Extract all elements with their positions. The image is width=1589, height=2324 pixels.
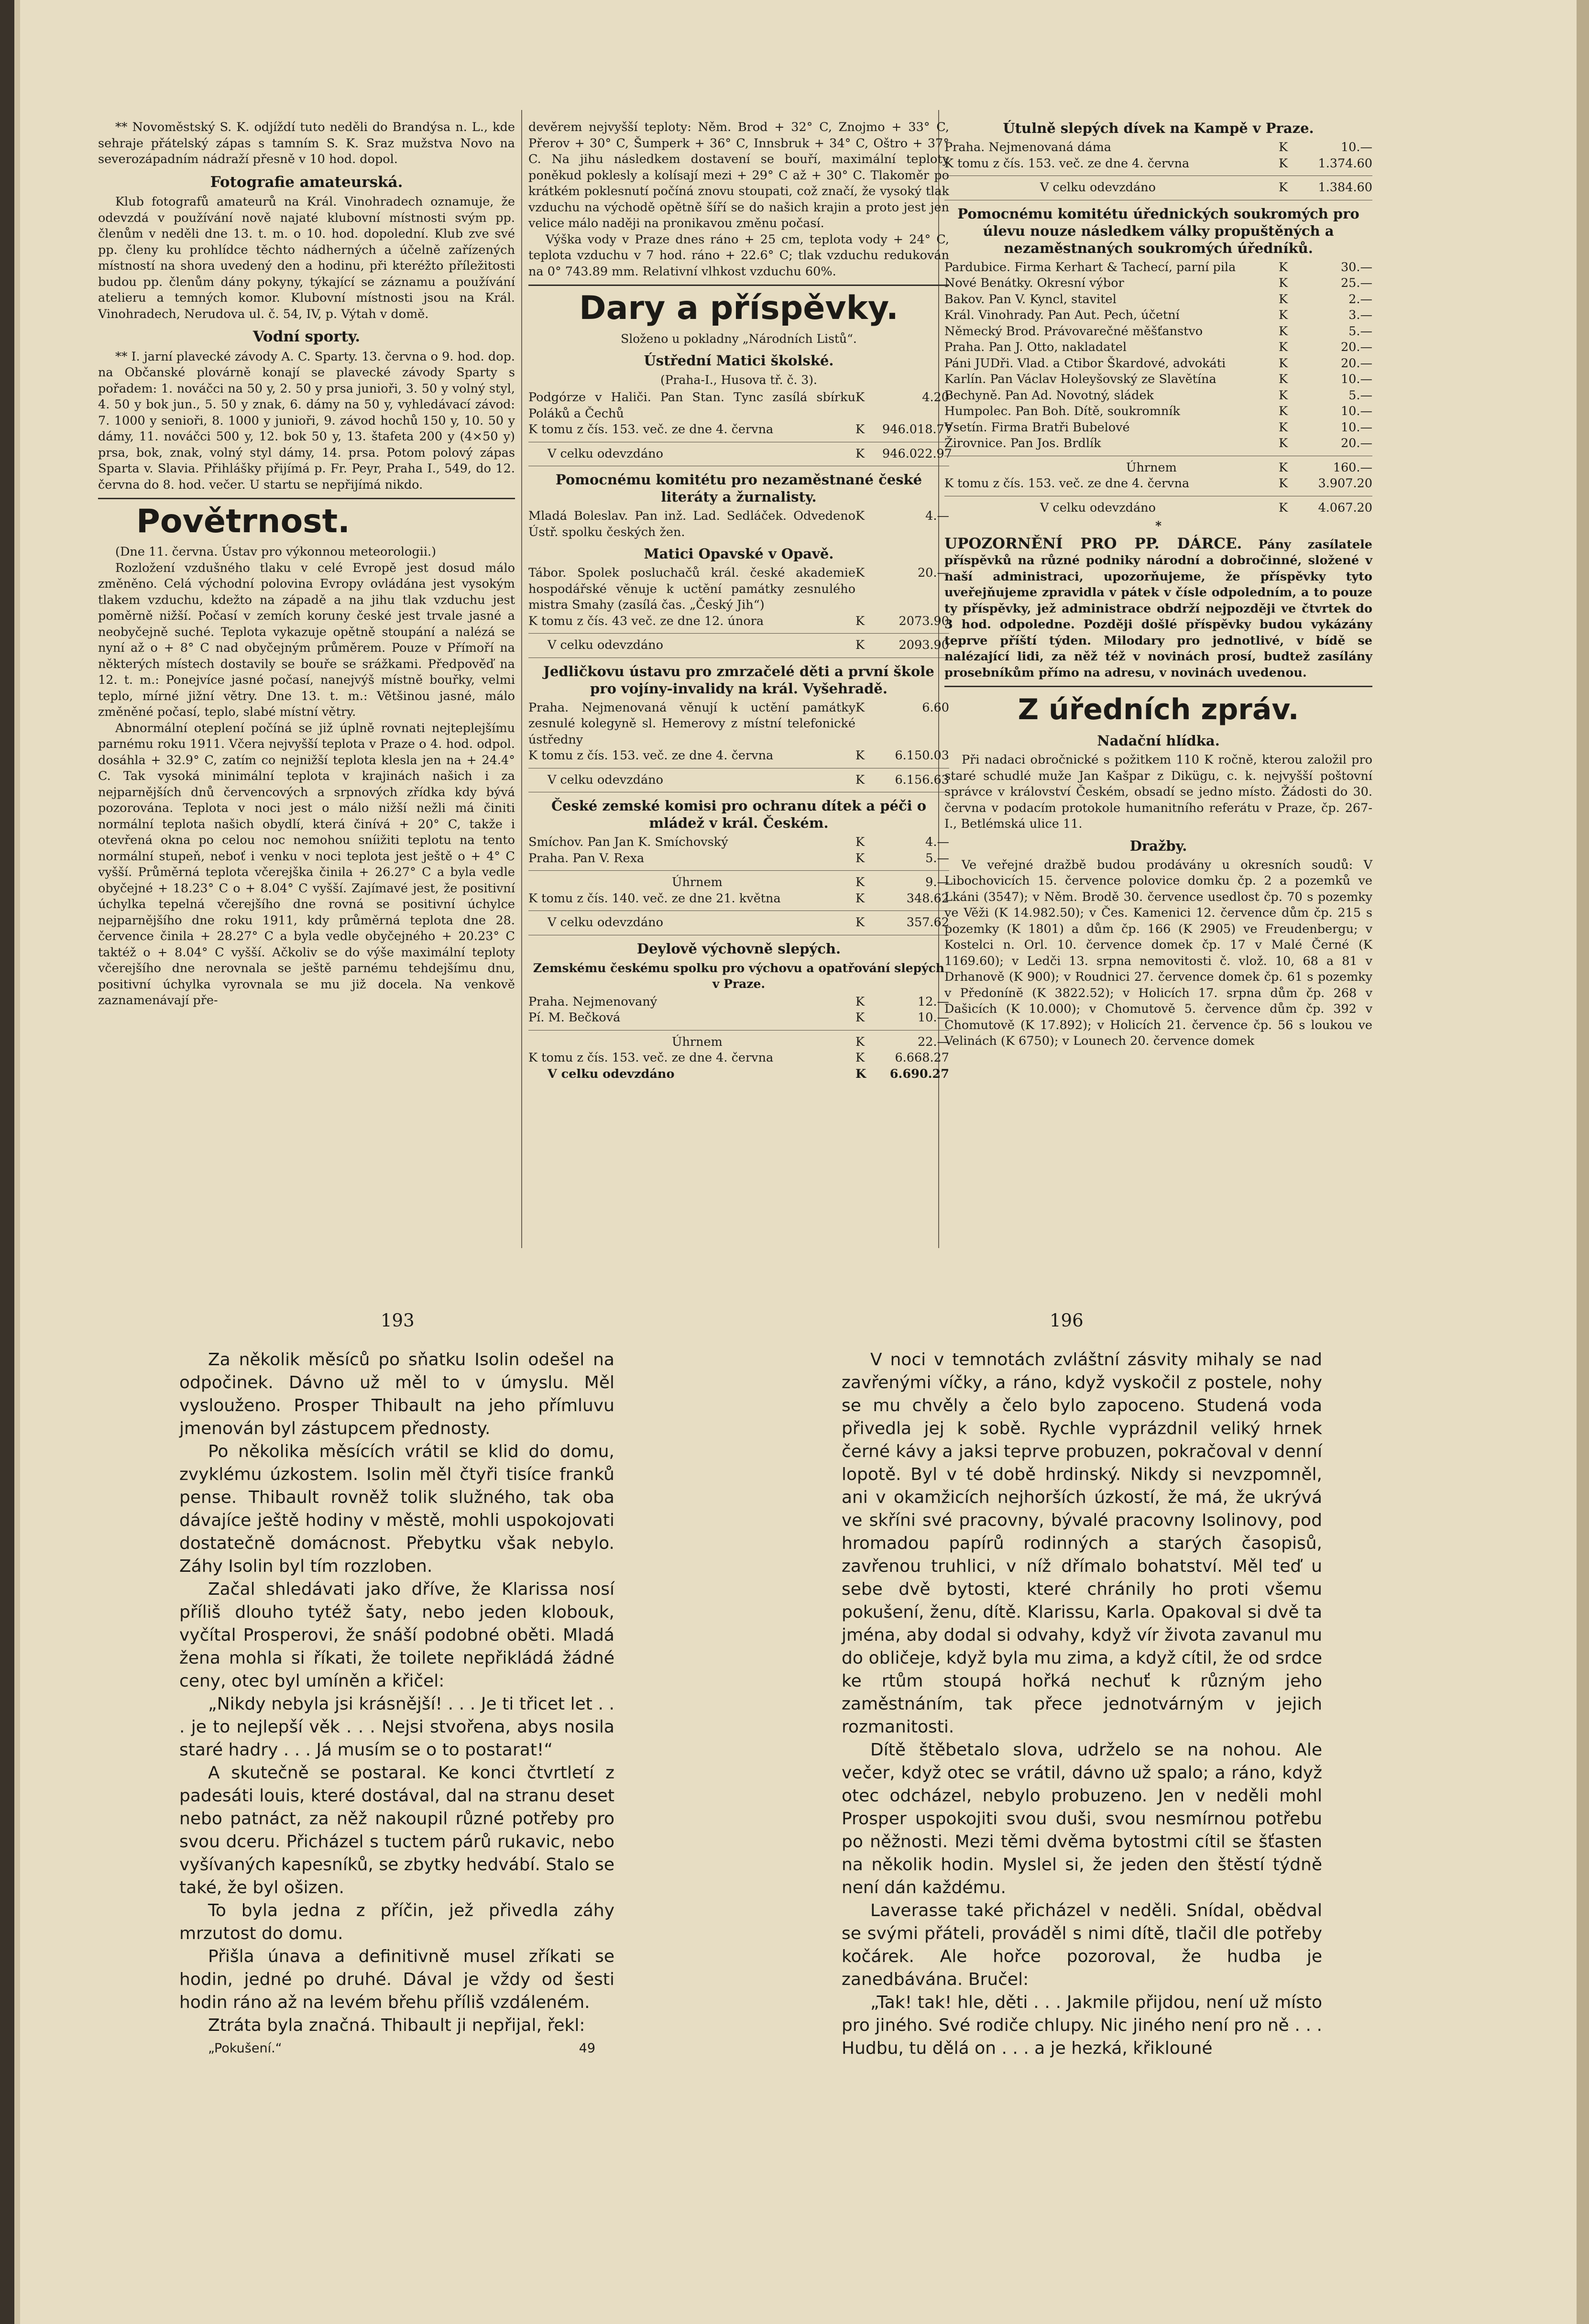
donation-row: K tomu z čís. 153. več. ze dne 4. června K 6.668.27 [528,1051,949,1065]
photo-club-text: Klub fotografů amateurů na Král. Vinohradech oznamuje, že odevzdá v používání nově najaté klubovní místnosti svým pp. členům v neděli dne 13. t. m. o 10. hod. dopolední. Klub zve své pp. členy ku prohlídce těchto nádherných a účelně zařízených místností na shora uvedený den a hodinu, při kteréžto příležitosti budou pp. členům dány pokyny, týkající se záznamu a používání atelieru a temných komor. Klubovní místnosti jsou na Král. Vinohradech, Nerudova ul. č. 54, IV, p. Výtah v domě. [98,195,515,321]
donation-subtotal-row: Úhrnem K 9.— [672,875,949,889]
donation-row: Mladá Boleslav. Pan inž. Lad. Sedláček. Odvedeno Ústř. spolku českých žen. K 4.— [528,509,949,539]
novel-paragraph: Ztráta byla značná. Thibault ji nepřijal, řekl: [208,2016,585,2035]
donation-subtotal-row: Úhrnem K 22.— [672,1034,949,1049]
donation-row: K tomu z čís. 153. več. ze dne 4. června K 3.907.20 [944,476,1372,491]
donation-value: 5.— [1348,324,1372,339]
weather-text-2: Abnormální oteplení počíná se již úplně rovnati nejteplejšímu parnému roku 1911. Včera nejvyšší teplota v Praze o 4. hod. odpol. dosáhla + 32.9° C, zatím co nejnižší teplota klesla jen na + 24.4° C. Tak vysoká minimální teplota v krajinách našich i za nejparnějších dnů červencových a srpnových zřídka kdy bývá pozorována. Teplota v noci jest o málo nižší nežli má činiti normální teplota našich obydlí, která činívá + 20° C, takže i otevřená okna po celou noc nemohou sníižiti teplotu na tento normální stupeň, neboť i venku v noci teplota jest ještě o + 4° C vyšší. Průměrná teplota včerejška činila + 26.27° C a byla vedle obyčejné + 18.23° C o + 8.04° C vyšší. Zajímavé jest, že positivní úchylka tepelná včerejšího dne rovná se positivní úchylce nejparnějšího dne roku 1911, kdy průměrná teplota dne 28. července činila + 28.27° C a byla vedle obyčejného + 20.23° C taktéž o + 8.04° C vyšší. Ačkoliv se do výše maximální teploty včerejšího dne nerovnala se ještě parnému tehdejšímu dnu, positivní úchylka vyrovnala se mu již docela. Na venkově zaznamenávají pře- [98,721,515,1008]
donation-value: 4.20 [922,390,949,405]
uredni-komitet-heading: Pomocnému komitétu úřednických soukromých pro úlevu nouze následkem války propuštěných a nezaměstnaných soukromých úředníků. [957,205,1359,256]
novel-paragraph: „Nikdy nebyla jsi krásnější! . . . Je ti třicet let . . . je to nejlepší věk . . . Nejsi stvořena, abys nosila staré hadry . . . Já musím se o to postarat!“ [179,1694,614,1760]
donations-subtitle: Složeno u pokladny „Národních Listů“. [621,332,857,346]
weather-heading: Povětrnost. [136,503,350,540]
sport-note-novomestsky: ** Novoměstský S. K. odjíždí tuto neděli do Brandýsa n. L., kde sehraje přátelský zápas s tamním S. K. Sraz mužstva Novo na severozápadním nádraží přesně v 10 hod. dopol. [98,120,515,166]
donation-row: K tomu z čís. 153. več. ze dne 4. června K 946.018.77 [528,422,953,437]
donation-row: Bechyně. Pan Ad. Novotný, sládek K 5.— [944,388,1372,404]
donation-row: Nové Benátky. Okresní výbor K 25.— [944,275,1372,292]
donation-value: 10.— [1340,372,1372,386]
donations-heading: Dary a příspěvky. [579,289,899,327]
notice-title: UPOZORNĚNÍ PRO PP. DÁRCE. [944,535,1242,552]
donation-label: Pardubice. Firma Kerhart & Tachecí, parní pila [944,260,1236,274]
foundation-heading: Nadační hlídka. [1097,733,1220,749]
total-divider [528,870,949,871]
auctions-heading: Dražby. [1129,837,1187,854]
donation-label: Vsetín. Firma Bratři Bubelové [944,420,1130,435]
novel-paragraph: Začal shledávati jako dříve, že Klarissa nosí příliš dlouho tytéž šaty, nebo jeden klobouk, vyčítal Prosperovi, že snáší podobné oběti. Mladá žena mohla si říkati, že toilete nepřikládá žádné ceny, otec byl umíněn a křičel: [179,1579,614,1691]
donation-row: Král. Vinohrady. Pan Aut. Pech, účetní K 3.— [944,307,1372,324]
matice-heading: Ústřední Matici školské. [644,352,834,369]
komitet-heading: Pomocnému komitétu pro nezaměstnané české literáty a žurnalisty. [555,471,922,505]
total-divider [944,175,1372,176]
donation-label: Král. Vinohrady. Pan Aut. Pech, účetní [944,308,1180,322]
donation-row: Karlín. Pan Václav Holeyšovský ze Slavětína K 10.— [944,372,1372,388]
donation-row: Praha. Nejmenovaný K 12.— [528,994,949,1009]
donation-row: Žirovnice. Pan Jos. Brdlík K 20.— [944,436,1372,452]
donation-row: K tomu z čís. 140. več. ze dne 21. května K 348.62 [528,891,949,906]
novel-paragraph: Laverasse také přicházel v neděli. Snídal, obědval se svými přáteli, prováděl s nimi dítě, tlačil dle potřeby kočárek. Ale hořce pozoroval, že hudba je zanedbávána. Bručel: [842,1901,1322,1989]
deyl-subtitle: Zemskému českému spolku pro výchovu a opatřování slepých v Praze. [533,961,945,991]
footer-sheet-number: 49 [579,2041,595,2056]
novel-paragraph: Po několika měsících vrátil se klid do domu, zvyklému úzkostem. Isolin měl čtyři tisíce franků pense. Thibault rovněž tolik služného, tak oba dávajíce ještě hodiny v městě, mohli uspokojovati dostatečně domácnost. Přebytku však nebylo. Záhy Isolin byl tím rozzloben. [179,1442,614,1576]
weather-continued: devěrem nejvyšší teploty: Něm. Brod + 32° C, Znojmo + 33° C, Přerov + 30° C, Šumperk + 36° C, Innsbruk + 34° C, Oštro + 37° C. Na jihu následkem dostavení se bouří, maximální teploty poněkud poklesly a kolísají mezi + 29° C až + 30° C. Tlakoměr po krátkém poklesnutí počíná znovu stoupati, což značí, že vysoký tlak vzduchu na východě opětně šíří se do našich krajin a proto jest jen velice málo naději na pronikavou změnu počasí. [528,120,949,230]
section-divider [528,285,949,286]
donation-row: Praha. Pan J. Otto, nakladatel K 20.— [944,340,1372,356]
notice-to-donors [944,536,1372,681]
donation-list [944,260,1372,452]
weather-text-1: Rozložení vzdušného tlaku v celé Evropě jest dosud málo změněno. Celá východní polovina Evropy ovládána jest vysokým tlakem vzduchu, kdežto na západě a na jihu tlak vzduchu jest poměrně nižší. Počasí v zemích koruny české jest trvale jasné a neobyčejně suché. Teplota vykazuje opětně stoupání a nalézá se nyní až o + 8° C nad obyčejným průměrem. Pouze v Přímoří na některých místech dostavily se bouře se srážkami. Předpověď na 12. t. m.: Ponejvíce jasné počasí, nanejvýš místně bouřky, velmi teplo, mírné jižní větry. Dne 13. t. m.: Většinou jasné, málo změněné počasí, teplo, slabé místní větry. [98,560,515,719]
weather-source: (Dne 11. června. Ústav pro výkonnou meteorologii.) [115,545,437,559]
donation-row: Podgórze v Haliči. Pan Stan. Tync zasílá sbírku Poláků a Čechů K 4.20 [528,390,949,422]
novel-paragraph: Přišla únava a definitivně musel zříkati se hodin, jedné po druhé. Dával je vždy od šesti hodin ráno až na levém břehu příliš vzdáleném. [179,1947,614,2012]
donation-label: Karlín. Pan Václav Holeyšovský ze Slavětína [944,372,1216,386]
left-page-number: 193 [381,1310,415,1331]
donation-value: 10.— [1340,420,1372,435]
deyl-heading: Deylově výchovně slepých. [636,940,841,957]
donation-row: Humpolec. Pan Boh. Dítě, soukromník K 10.— [944,404,1372,420]
footer-title: „Pokušení.“ [208,2041,282,2056]
matice-address: (Praha-I., Husova tř. č. 3). [660,373,817,387]
novel-paragraph: „Tak! tak! hle, děti . . . Jakmile přijdou, není už místo pro jiného. Své rodiče chlupy. Nic jiného není pro ně . . . Hudbu, tu dělá on . . . a je hezká, křiklouné [842,1993,1322,2058]
donation-value: 20.— [1340,340,1372,354]
section-divider [98,498,515,499]
jedlicka-heading: Jedličkovu ústavu pro zmrzačelé děti a první škole pro vojíny-invalidy na král. Vyšehradě. [543,663,934,697]
section-divider [944,686,1372,687]
novel-paragraph: V noci v temnotách zvláštní zásvity mihaly se nad zavřenými víčky, a ráno, když vyskočil z postele, nohy se mu chvěly a čelo bylo zapoceno. Studená voda přivedla jej k sobě. Rychle vyprázdnil veliký hrnek černé kávy a jaksi teprve probuzen, pokračoval v denní lopotě. Byl v té době hrdinský. Nikdy si nevzpomněl, ani v okamžicích nejhorších úzkostí, že má, že ukrývá ve skříni své pracovny, bývalé pracovny Isolinovy, pod hromadou papírů rodinných a starých časopisů, zavřenou truhlici, v níž dřímalo bohatství. Měl teď u sebe dvě bytosti, které chránily ho proti všemu pokušení, ženu, dítě. Klarissu, Karla. Opakoval si dvě ta jména, aby dodal si odvahy, když vír života zavanul mu do obličeje, když byla mu zima, a když cítil, že od srdce ke rtům stoupá hořká nechuť k různým jeho zaměstnáním, tak přece jednotvárným v jejich rozmanitosti. [842,1350,1322,1737]
donation-row: Pardubice. Firma Kerhart & Tachecí, parní pila K 30.— [944,260,1372,276]
donation-total-row: V celku odevzdáno K 6.156.63 [548,772,949,787]
donation-value: 2.— [1348,292,1372,307]
donation-value: 25.— [1340,276,1372,290]
donation-value: 20.— [1340,356,1372,371]
donation-row: Německý Brod. Právovarečné měšťanstvo K 5.— [944,324,1372,340]
opava-heading: Matici Opavské v Opavě. [644,546,834,562]
donation-label: Bakov. Pan V. Kyncl, stavitel [944,292,1117,307]
novel-paragraph: Za několik měsíců po sňatku Isolin odešel na odpočinek. Dávno už měl to v úmyslu. Měl vyslouženo. Prosper Thibault na jeho přímluvu jmenován byl zástupcem přednosty. [179,1350,614,1438]
binding-edge-light [14,0,20,2324]
auctions-text: Ve veřejné dražbě budou prodávány u okresních soudů: V Libochovicích 15. července polovice domku čp. 2 a pozemků ve Lkáni (3547); v Něm. Brodě 30. července usedlost čp. 70 s pozemky ve Věži (K 14.982.50); v Čes. Kamenici 12. července dům čp. 215 s pozemky (K 1801) a dům čp. 166 (K 2905) ve Freudenbergu; v Kostelci n. Orl. 10. července domek čp. 17 v Malé Černé (K 1169.60); v Ledči 13. srpna nemovitosti č. vlož. 10, 68 a 81 v Drhanově (K 900); v Roudnici 27. července domek čp. 61 s pozemky v Předonínĕ (K 3822.52); v Holicích 17. srpna dům čp. 268 v Dašicích (K 10.000); v Chomutově 5. července dům čp. 392 v Chomutově (K 17.892); v Holicích 21. července čp. 56 s loukou ve Velinách (K 6750); v Lounech 20. července domek [944,857,1372,1048]
water-level-text: Výška vody v Praze dnes ráno + 25 cm, teplota vody + 24° C, teplota vzduchu v 7 hod. ráno + 22.6° C; tlak vzduchu redukován na 0° 743.89 mm. Relativní vlhkost vzduchu 60%. [528,232,949,279]
donation-value: 5.— [1348,388,1372,403]
donation-row: Praha. Nejmenovaná dáma K 10.— [944,140,1372,154]
foundation-text: Při nadaci obročnické s požitkem 110 K ročně, kterou založil pro staré schudlé muže Jan Kašpar z Dikügu, c. k. nejvyšší poštovní správce v království Českém, obsadí se jedno místo. Žádosti do 30. června v podacím protokole humanitního referátu v Praze, čp. 267-I., Betlémská ulice 11. [944,753,1372,831]
donation-value: 3.— [1348,308,1372,322]
column-2 [528,120,953,1082]
donation-total-row: V celku odevzdáno K 2093.90 [548,638,949,652]
novel-paragraph: A skutečně se postaral. Ke konci čtvrtletí z padesáti louis, které dostával, dal na stranu deset nebo patnáct, za něž nakoupil různé potřeby pro svou dceru. Přicházel s tuctem párů rukavic, nebo vyšívaných kapesníků, se zbytky hedvábí. Stalo se také, že byl ošizen. [179,1763,614,1897]
novel-paragraph: Dítě štěbetalo slova, udrželo se na nohou. Ale večer, když otec se vrátil, dávno už spalo; a ráno, když otec odcházel, nebylo probuzeno. Jen v neděli mohl Prosper uspokojiti svou duši, svou nesmírnou potřebu po něžnosti. Mezi těmi dvěma bytostmi cítil se šťasten na několik hodin. Myslel si, že jeden den štěstí týdně není dán každému. [842,1740,1322,1897]
donation-label: Páni JUDři. Vlad. a Ctibor Škardové, advokáti [944,356,1226,371]
utulna-heading: Útulně slepých dívek na Kampě v Praze. [1003,120,1314,136]
column-1 [98,120,515,1009]
donation-row: Páni JUDři. Vlad. a Ctibor Škardové, advokáti K 20.— [944,356,1372,372]
left-novel-page [179,1348,614,2060]
novel-paragraph: To byla jedna z příčin, jež přivedla záhy mrzutost do domu. [179,1901,614,1943]
donation-row: Praha. Nejmenovaná věnují k uctění památky zesnulé kolegyně sl. Hemerovy z místní telefonické ústředny K 6.60 [528,700,949,747]
total-divider [528,633,949,634]
notice-text: Pány zasílatele příspěvků na různé podniky národní a dobročinné, složené v naší administraci, upozorňujeme, že příspěvky tyto uveřejňujeme zpravidla v pátek v čísle odpoledním, a to pouze ty příspěvky, jež administrace obdrží nejpozději ve čtvrtek do 3 hod. odpoledne. Později došlé příspěvky budou vykázány teprve příští týden. Milodary pro jednotlivé, v bídě se nalézající lidi, za něž též v novinách prosí, budtež zasílány prosebníkům přímo na adresu, v novinách uvedenou. [944,537,1372,680]
donation-total-row: V celku odevzdáno K 6.690.27 [548,1066,949,1081]
donation-row: Tábor. Spolek posluchačů král. české akademie hospodářské věnuje k uctění památky zesnulého mistra Smahy (zasílá čas. „Český Jih“) K 20.— [528,566,949,612]
donation-total-row: V celku odevzdáno K 357.62 [548,915,949,930]
donation-label: Nové Benátky. Okresní výbor [944,276,1124,290]
donation-label: Podgórze v Haliči. Pan Stan. Tync zasílá sbírku Poláků a Čechů [528,390,855,421]
donation-value: 20.— [1340,436,1372,450]
donation-row: Vsetín. Firma Bratři Bubelové K 10.— [944,420,1372,436]
column-3 [944,120,1372,1050]
left-page-footer [179,2037,614,2060]
photo-heading: Fotografie amateurská. [210,173,403,191]
right-novel-page [842,1348,1322,2060]
swim-races-text: ** I. jarní plavecké závody A. C. Sparty. 13. června o 9. hod. dop. na Občanské plovárně konají se plavecké závody Sparty s pořadem: 1. nováčci na 50 y, 2. 50 y prsa junioři, 3. 50 y volný styl, 4. 50 y bok jun., 5. 50 y znak, 6. dámy na 50 y, vyhledávací závod: 7. 1000 y senioři, 8. 1000 y junioři, 9. závod hochů 150 y, 10. 50 y dámy, 11. nováčci 500 y, 12. bok 50 y, 13. štafeta 200 y (4×50 y) prsa, bok, znak, volný styl dámy, 14. prsa. Potom polový zápas Sparta v. Slavia. Přihlášky přijímá p. Fr. Peyr, Praha I., 549, do 12. června do 8. hod. večer. U startu se nepřijímá nikdo. [98,349,515,492]
donation-row: K tomu z čís. 153. več. ze dne 4. června K 1.374.60 [944,156,1372,171]
left-novel-text [179,1348,614,2037]
donation-total-row: V celku odevzdáno K 4.067.20 [1040,500,1372,515]
donation-row: Bakov. Pan V. Kyncl, stavitel K 2.— [944,292,1372,308]
official-news-heading: Z úředních zpráv. [1018,693,1299,726]
donation-value: 10.— [1340,404,1372,418]
right-novel-text [842,1348,1322,2060]
column-rule [521,110,522,1248]
page-edge-right [1577,0,1589,2324]
donation-value: 30.— [1340,260,1372,274]
donation-row: K tomu z čís. 153. več. ze dne 4. června K 6.150.03 [528,748,949,763]
donation-row: Pí. M. Bečková K 10.— [528,1010,949,1025]
donation-total-row: V celku odevzdáno K 946.022.97 [548,446,953,461]
zemska-komise-heading: České zemské komisi pro ochranu dítek a péči o mládež v král. Českém. [551,798,927,831]
right-page-number: 196 [1050,1310,1084,1331]
donation-label: Žirovnice. Pan Jos. Brdlík [944,436,1101,450]
donation-label: Bechyně. Pan Ad. Novotný, sládek [944,388,1154,403]
donation-label: Německý Brod. Právovarečné měšťanstvo [944,324,1203,339]
donation-total-row: V celku odevzdáno K 1.384.60 [1040,180,1372,195]
donation-subtotal-row: Úhrnem K 160.— [1126,460,1372,475]
donation-label: Praha. Pan J. Otto, nakladatel [944,340,1127,354]
donation-row: K tomu z čís. 43 več. ze dne 12. února K 2073.90 [528,614,949,628]
total-divider [528,910,949,911]
donation-label: Humpolec. Pan Boh. Dítě, soukromník [944,404,1180,418]
water-sport-heading: Vodní sporty. [252,328,361,345]
donation-row: Praha. Pan V. Rexa K 5.— [528,851,949,866]
binding-edge [0,0,14,2324]
star-separator: * [1155,519,1162,533]
donation-row: Smíchov. Pan Jan K. Smíchovský K 4.— [528,835,949,849]
